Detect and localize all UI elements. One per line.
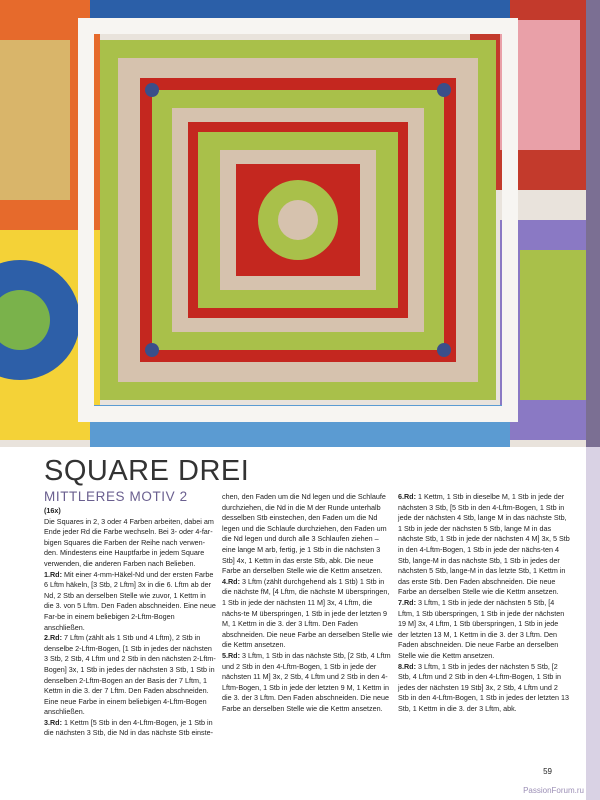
text-column-1 xyxy=(44,506,216,739)
paragraph: 5.Rd: 3 Lftm, 1 Stb in das nächste Stb, [2 Stb, 4 Lftm und 2 Stb in den 4-Lftm-Bogen, 1 Stb in jede der nächsten 11 M] 3x, 2 Stb, 4 Lftm und 2 Stb in den 4-Lftm-Bogen, 1 Stb in jede der letzten 9 M, 1 Kettm in die 3. der 3 Lftm. Den Faden abschneiden. Die neue Farbe an derselben Stelle wie die Kettm ansetzen. xyxy=(222,650,391,713)
text-column-2 xyxy=(222,492,394,714)
paragraph: 8.Rd: 3 Lftm, 1 Stb in jedes der nächsten 5 Stb, [2 Stb, 4 Lftm und 2 Stb in den 4-Lftm-Bogen, 1 Stb in jedes der nächsten 19 Stb] 3x, 2 Stb, 4 Lftm und 2 Stb in den 4-Lftm-Bogen, 1 Stb in jedes der letzten 13 Stb, 1 Kettm in die 3. der 3 Lftm, abk. xyxy=(398,661,570,713)
paragraph: Die Squares in 2, 3 oder 4 Farben arbeiten, dabei am Ende jeder Rd die Farbe wechseln. Bei 3- oder 4-far-bigen Squares die Farben der Reihe nach verwen-den. Mindestens eine Hauptfarbe in jedem Square verwenden, die anderen Farben nach Belieben. xyxy=(44,516,214,568)
paragraph: chen, den Faden um die Nd legen und die Schlaufe durchziehen, die Nd in die M der Runde unterhalb desselben Stb einstechen, den Faden um die Nd legen und die Schlaufe durchziehen, den Faden um die Nd legen und durch alle 3 Schlaufen ziehen – eine lange M arb, fertig, je 1 Stb in die nächsten 3 Stb] 4x, 1 Kettm in das erste Stb, abk. Die neue Farbe an derselben Stelle wie die Kettm ansetzen. xyxy=(222,492,387,576)
paragraph: (16x) xyxy=(44,506,61,515)
paragraph: 7.Rd: 3 Lftm, 1 Stb in jede der nächsten 5 Stb, [4 Lftm, 1 Stb überspringen, 1 Stb in jede der nächsten 19 M] 3x, 4 Lftm, 1 Stb überspringen, 1 Stb in jede der letzten 13 M, 1 Kettm in die 3. der 3 Lftm. Den Faden abschneiden. Die neue Farbe an derselben Stelle wie die Kettm ansetzen. xyxy=(398,597,565,660)
page-edge-bar-dark xyxy=(586,0,600,447)
paragraph: 3.Rd: 1 Kettm [5 Stb in den 4-Lftm-Bogen, je 1 Stb in die nächsten 3 Stb, die Nd in das nächste Stb einste- xyxy=(44,717,214,738)
pattern-title: SQUARE DREI xyxy=(44,455,250,487)
page-number: 59 xyxy=(543,767,552,776)
paragraph: 1.Rd: Mit einer 4-mm-Häkel-Nd und der ersten Farbe 6 Lftm häkeln, [3 Stb, 2 Lftm] 3x in die 6. Lftm ab der Nd, 2 Stb an derselben Stelle wie zuvor, 1 Kettm in die 3. von 5 Lftm. Den Faden abschneiden. Eine neue Far-be in einem beliebigen 2-Lftm-Bogen anschließen. xyxy=(44,569,216,632)
pattern-subtitle: MITTLERES MOTIV 2 xyxy=(44,489,188,504)
text-column-3 xyxy=(398,492,570,714)
paragraph: 4.Rd: 3 Lftm (zählt durchgehend als 1 Stb) 1 Stb in die nächste fM, [4 Lftm, die nächste M überspringen, 1 Stb in jede der nächsten 11 M] 3x, 4 Lftm, die nächs-te M überspringen, 1 Stb in jede der letzten 9 M, 1 Kettm in die 3. der 3 Lftm. Den Faden abschneiden. Die neue Farbe an derselben Stelle wie die Kettm ansetzen. xyxy=(222,576,393,650)
watermark-footer: PassionForum.ru xyxy=(523,786,584,795)
paragraph: 6.Rd: 1 Kettm, 1 Stb in dieselbe M, 1 Stb in jede der nächsten 3 Stb, [5 Stb in den 4-Lftm-Bogen, 1 Stb in jede der nächsten 4 Stb, lange M in das nächste Stb, 1 Stb in jede der nächsten 5 Stb, lange M in das nächste Stb, 1 Stb in jede der nächsten 4 M] 3x, 5 Stb in den 4-Lftm-Bogen, 1 Stb in jede der nächs-ten 4 Stb, lange-M in das nächste Stb, 1 Stb in jedes der nächsten 5 Stb, lange-M in das letzte Stb, 1 Kettm in das erste Stb. Den Faden abschneiden. Die neue Farbe an derselben Stelle wie die Kettm ansetzen. xyxy=(398,492,570,597)
paragraph: 2.Rd: 7 Lftm (zählt als 1 Stb und 4 Lftm), 2 Stb in denselbe 2-Lftm-Bogen, [1 Stb in jedes der nächsten 3 Stb, 2 Stb, 4 Lftm und 2 Stb in den nächsten 2-Lftm-Bogen] 3x, 1 Stb in jedes der nächsten 3 Stb, 1 Stb in denselben 2-Lftm-Bogen an der Basis der 7 Lftm, 1 Kettm in die 3. der 7 Lftm. Den Faden abschneiden. Eine neue Farbe in einem beliebigen 4-Lftm-Bogen anschließen. xyxy=(44,633,216,717)
